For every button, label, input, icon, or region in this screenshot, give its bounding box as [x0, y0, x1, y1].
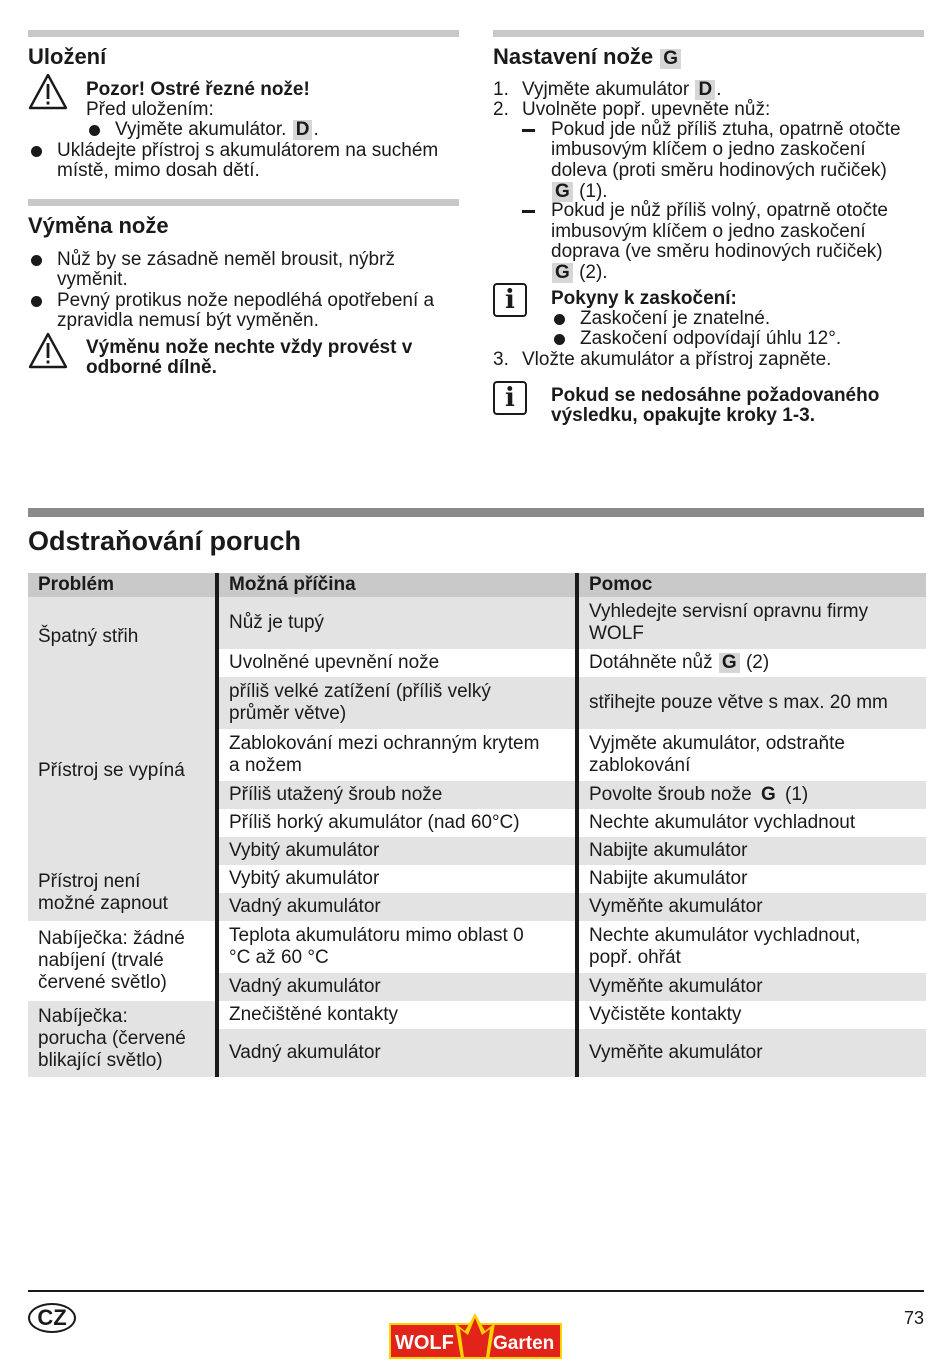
- logo-text-left: WOLF: [395, 1332, 454, 1354]
- table-row: [28, 597, 926, 649]
- click-notes-title: Pokyny k zaskočení:: [551, 288, 737, 309]
- cause-cell: Vybitý akumulátor: [217, 865, 577, 893]
- remedy-cell: Vyměňte akumulátor: [577, 973, 926, 1001]
- dash-icon: [522, 129, 535, 132]
- loosen-line3: doleva (proti směru hodinových ručiček): [551, 160, 887, 181]
- info-icon: i: [493, 381, 527, 415]
- blade-change-warning-line2: odborné dílně.: [86, 357, 217, 378]
- column-header-remedy: Pomoc: [577, 573, 926, 597]
- remedy-cell: Vyčistěte kontakty: [577, 1001, 926, 1029]
- figure-ref-badge: G: [760, 784, 776, 805]
- step-number: 2.: [493, 99, 509, 120]
- remedy-cell: Vyměňte akumulátor: [577, 1029, 926, 1077]
- tighten-line1: Pokud je nůž příliš volný, opatrně otočte: [551, 200, 888, 221]
- figure-ref-badge: D: [293, 120, 313, 140]
- cause-cell: Vybitý akumulátor: [217, 837, 577, 865]
- blade-change-point2-line1: Pevný protikus nože nepodléhá opotřebení a: [57, 290, 435, 311]
- remedy-cell: Nechte akumulátor vychladnout, popř. ohřát: [577, 921, 926, 973]
- click-note1: Zaskočení je znatelné.: [580, 308, 771, 329]
- step2-text: Uvolněte popř. upevněte nůž:: [522, 99, 771, 120]
- info-icon: i: [493, 283, 527, 317]
- storage-warning-title: Pozor! Ostré řezné nože!: [86, 79, 310, 100]
- warning-icon: [28, 332, 68, 370]
- blade-change-point1-line2: vyměnit.: [57, 269, 128, 290]
- bullet-icon: [554, 314, 565, 325]
- table-row: [28, 677, 926, 729]
- footer-rule: [28, 1290, 924, 1292]
- step-number: 1.: [493, 79, 509, 100]
- remedy-cell: Vyhledejte servisní opravnu firmy WOLF: [577, 597, 926, 649]
- bullet-icon: [554, 334, 565, 345]
- remedy-cell: Nabijte akumulátor: [577, 837, 926, 865]
- problem-cell: Přístroj není možné zapnout: [28, 865, 217, 921]
- bullet-icon: [31, 146, 42, 157]
- logo-text-right: Garten: [493, 1333, 555, 1354]
- blade-change-warning-line1: Výměnu nože nechte vždy provést v: [86, 337, 413, 358]
- remedy-cell: Dotáhněte nůž G (2): [577, 649, 926, 677]
- loosen-line1: Pokud jde nůž příliš ztuha, opatrně otočte: [551, 119, 901, 140]
- table-header-row: [28, 573, 926, 597]
- section-rule: [28, 30, 459, 37]
- blade-change-point2-line2: zpravidla nemusí být vyměněn.: [57, 310, 319, 331]
- cause-cell: Znečištěné kontakty: [217, 1001, 577, 1029]
- section-rule: [493, 30, 924, 37]
- remedy-cell: Vyjměte akumulátor, odstraňte zablokování: [577, 729, 926, 781]
- storage-title: Uložení: [28, 44, 107, 69]
- country-code-badge: CZ: [28, 1303, 76, 1333]
- cause-cell: Uvolněné upevnění nože: [217, 649, 577, 677]
- wolf-garten-logo: [389, 1311, 562, 1363]
- problem-cell: Přístroj se vypíná: [28, 677, 217, 865]
- blade-change-title: Výměna nože: [28, 213, 169, 238]
- figure-ref-badge: D: [695, 80, 715, 100]
- section-rule: [28, 199, 459, 206]
- table-row: [28, 865, 926, 893]
- cause-cell: Vadný akumulátor: [217, 893, 577, 921]
- final-note-line1: Pokud se nedosáhne požadovaného: [551, 385, 880, 406]
- problem-cell: Nabíječka: žádné nabíjení (trvalé červené světlo): [28, 921, 217, 1001]
- cause-cell: Vadný akumulátor: [217, 973, 577, 1001]
- column-header-problem: Problém: [28, 573, 217, 597]
- table-row: [28, 1001, 926, 1029]
- bullet-icon: [31, 255, 42, 266]
- cause-cell: Příliš horký akumulátor (nad 60°C): [217, 809, 577, 837]
- tighten-line3: doprava (ve směru hodinových ručiček): [551, 241, 883, 262]
- bullet-icon: [31, 296, 42, 307]
- dash-icon: [522, 210, 535, 213]
- problem-cell: Špatný střih: [28, 597, 217, 677]
- loosen-line2: imbusovým klíčem o jedno zaskočení: [551, 139, 866, 160]
- loosen-ref: G (1).: [551, 182, 608, 203]
- cause-cell: Příliš utažený šroub nože: [217, 781, 577, 809]
- remedy-cell: Vyměňte akumulátor: [577, 893, 926, 921]
- column-header-cause: Možná příčina: [217, 573, 577, 597]
- table-row: [28, 921, 926, 973]
- cause-cell: Vadný akumulátor: [217, 1029, 577, 1077]
- figure-ref-badge: G: [552, 182, 573, 202]
- cause-cell: příliš velké zatížení (příliš velký průměr větve): [217, 677, 577, 729]
- section-rule: [28, 508, 924, 517]
- cause-cell: Nůž je tupý: [217, 597, 577, 649]
- final-note-line2: výsledku, opakujte kroky 1-3.: [551, 405, 816, 426]
- figure-ref-badge: G: [660, 49, 681, 69]
- step3-text: Vložte akumulátor a přístroj zapněte.: [522, 349, 832, 370]
- remedy-cell: Povolte šroub nože G (1): [577, 781, 926, 809]
- storage-instruction-line2: místě, mimo dosah dětí.: [57, 160, 260, 181]
- step1-text: Vyjměte akumulátor D .: [522, 79, 722, 100]
- step-number: 3.: [493, 349, 509, 370]
- cause-cell: Zablokování mezi ochranným krytem a nožem: [217, 729, 577, 781]
- storage-before-text: Před uložením:: [86, 99, 214, 120]
- troubleshooting-title: Odstraňování poruch: [28, 526, 302, 556]
- figure-ref-badge: G: [552, 263, 573, 283]
- troubleshooting-table: [28, 573, 926, 1077]
- blade-change-point1-line1: Nůž by se zásadně neměl brousit, nýbrž: [57, 249, 395, 270]
- figure-ref-badge: G: [719, 653, 740, 673]
- tighten-ref: G (2).: [551, 263, 608, 284]
- remedy-cell: Nabijte akumulátor: [577, 865, 926, 893]
- storage-remove-text: Vyjměte akumulátor.: [115, 119, 287, 140]
- bullet-icon: [89, 125, 100, 136]
- click-note2: Zaskočení odpovídají úhlu 12°.: [580, 328, 842, 349]
- problem-cell: Nabíječka: porucha (červené blikající světlo): [28, 1001, 217, 1077]
- tighten-line2: imbusovým klíčem o jedno zaskočení: [551, 221, 866, 242]
- storage-instruction-line1: Ukládejte přístroj s akumulátorem na suchém: [57, 140, 439, 161]
- warning-icon: [28, 73, 68, 111]
- storage-remove-battery: Vyjměte akumulátor. D .: [115, 119, 319, 140]
- page-number: 73: [903, 1308, 924, 1328]
- remedy-cell: Nechte akumulátor vychladnout: [577, 809, 926, 837]
- cause-cell: Teplota akumulátoru mimo oblast 0 °C až 60 °C: [217, 921, 577, 973]
- blade-setting-title: Nastavení nože G: [493, 44, 682, 70]
- remedy-cell: střihejte pouze větve s max. 20 mm: [577, 677, 926, 729]
